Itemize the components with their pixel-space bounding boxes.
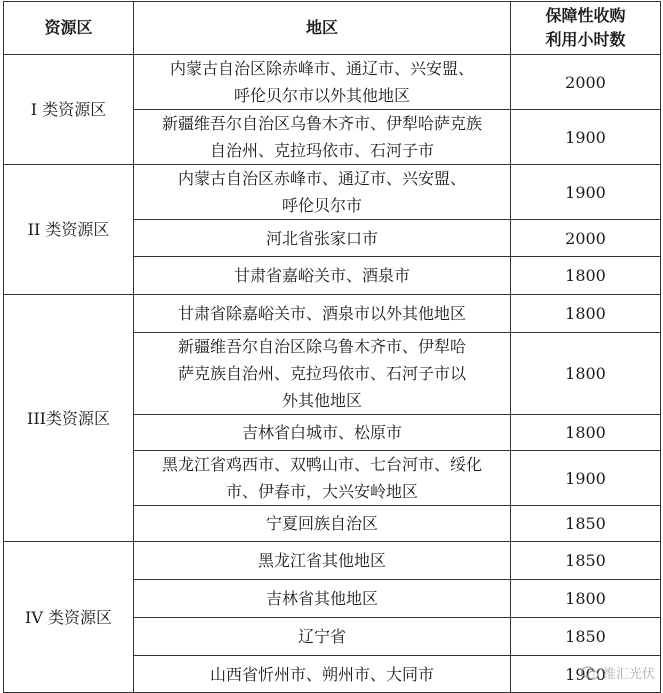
area-line: 外其他地区 [138, 387, 506, 414]
zone-cell: IV 类资源区 [4, 542, 134, 693]
area-cell [134, 656, 511, 693]
area-line: 呼伦贝尔市 [138, 192, 506, 219]
hours-cell: 1900 [511, 110, 661, 165]
area-line: 甘肃省除嘉峪关市、酒泉市以外其他地区 [138, 300, 506, 327]
watermark-text: 维汇光伏 [603, 663, 655, 682]
table-body [4, 55, 661, 693]
header-hours-line1: 保障性收购 [515, 4, 656, 28]
table-row [4, 165, 661, 220]
zone-cell: I 类资源区 [4, 55, 134, 165]
hours-cell: 1850 [511, 542, 661, 580]
hours-cell: 1900 [511, 165, 661, 220]
hours-cell: 1900 [511, 451, 661, 506]
hours-cell: 1800 [511, 333, 661, 415]
area-line: 新疆维吾尔自治区除乌鲁木齐市、伊犁哈 [138, 333, 506, 360]
area-line: 内蒙古自治区除赤峰市、通辽市、兴安盟、 [138, 55, 506, 82]
area-line: 黑龙江省鸡西市、双鸭山市、七台河市、绥化 [138, 451, 506, 478]
hours-cell: 1800 [511, 580, 661, 618]
area-cell [134, 415, 511, 451]
area-line: 河北省张家口市 [138, 225, 506, 252]
area-cell [134, 618, 511, 656]
hours-cell: 1900 [511, 656, 661, 693]
area-line: 黑龙江省其他地区 [138, 547, 506, 574]
area-cell [134, 451, 511, 506]
hours-cell: 2000 [511, 55, 661, 110]
hours-cell: 2000 [511, 220, 661, 257]
area-cell [134, 220, 511, 257]
hours-cell: 1850 [511, 506, 661, 542]
area-line: 甘肃省嘉峪关市、酒泉市 [138, 262, 506, 289]
table-row [4, 542, 661, 580]
area-line: 山西省忻州市、朔州市、大同市 [138, 661, 506, 688]
area-cell [134, 165, 511, 220]
table-row [4, 55, 661, 110]
area-cell [134, 110, 511, 165]
area-line: 新疆维吾尔自治区乌鲁木齐市、伊犁哈萨克族 [138, 110, 506, 137]
header-row [4, 2, 661, 55]
header-area: 地区 [134, 2, 511, 55]
area-cell [134, 542, 511, 580]
header-zone: 资源区 [4, 2, 134, 55]
header-hours-line2: 利用小时数 [515, 28, 656, 52]
area-line: 宁夏回族自治区 [138, 510, 506, 537]
watermark [581, 663, 655, 682]
hours-cell: 1850 [511, 618, 661, 656]
table-row [4, 295, 661, 333]
area-cell [134, 257, 511, 295]
zone-cell: III类资源区 [4, 295, 134, 542]
zone-cell: II 类资源区 [4, 165, 134, 295]
wechat-icon [581, 666, 599, 680]
area-line: 辽宁省 [138, 623, 506, 650]
hours-cell: 1800 [511, 257, 661, 295]
hours-cell: 1800 [511, 415, 661, 451]
area-line: 自治州、克拉玛依市、石河子市 [138, 137, 506, 164]
header-hours [511, 2, 661, 55]
area-cell [134, 55, 511, 110]
hours-cell: 1800 [511, 295, 661, 333]
area-line: 内蒙古自治区赤峰市、通辽市、兴安盟、 [138, 165, 506, 192]
area-cell [134, 295, 511, 333]
area-line: 萨克族自治州、克拉玛依市、石河子市以 [138, 360, 506, 387]
area-line: 吉林省白城市、松原市 [138, 419, 506, 446]
resource-zone-table [3, 1, 661, 693]
area-cell [134, 580, 511, 618]
area-cell [134, 506, 511, 542]
area-cell [134, 333, 511, 415]
area-line: 呼伦贝尔市以外其他地区 [138, 82, 506, 109]
area-line: 市、伊春市，大兴安岭地区 [138, 478, 506, 505]
area-line: 吉林省其他地区 [138, 585, 506, 612]
